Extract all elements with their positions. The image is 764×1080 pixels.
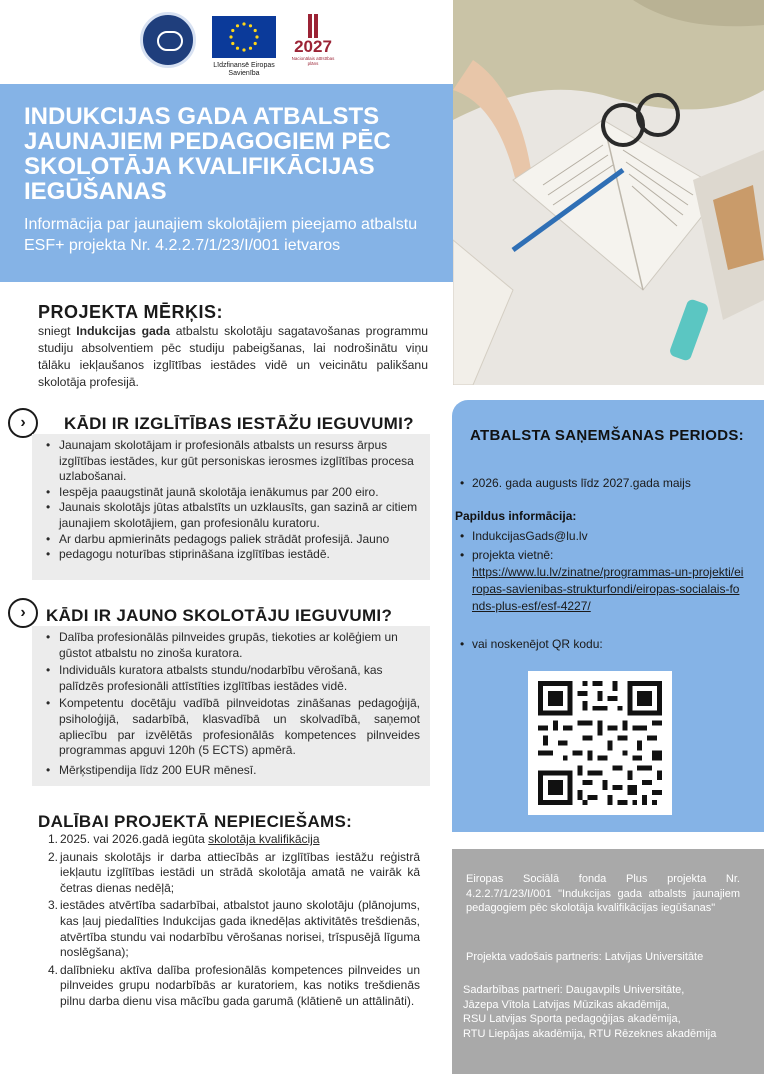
eu-cofunding-caption: Līdzfinansē Eiropas Savienība (213, 62, 275, 77)
support-period-value: • 2026. gada augusts līdz 2027.gada maijs (458, 475, 758, 492)
website-item (458, 547, 748, 615)
website-link[interactable]: https://www.lu.lv/zinatne/programmas-un-projekti/eiropas-savienibas-strukturfondi/eiropas-socialais-fonds-plus-esf/esf-4227/ (472, 565, 744, 613)
list-item: • Dalība profesionālās pilnveides grupās, tiekoties ar kolēģiem un gūstot atbalstu no zinoša kuratora. (46, 630, 420, 661)
teachers-heading: KĀDI IR JAUNO SKOLOTĀJU IEGUVUMI? (46, 606, 393, 625)
more-info-label: Papildus informācija: (455, 509, 577, 523)
teachers-box (32, 626, 430, 786)
student-reading-photo (453, 0, 764, 385)
chevron-right-icon: › (8, 598, 38, 628)
eu-stars-icon (228, 21, 260, 53)
list-item: • Jaunais skolotājs jūtas atbalstīts un uzklausīts, gan sazinā ar citiem jaunajiem skolotājiem, gan profesionālu kuratoru. (46, 500, 418, 531)
national-plan-caption: Nacionālais attīstības plāns (291, 56, 335, 66)
page-subtitle: Informācija par jaunajiem skolotājiem pieejamo atbalstu ESF+ projekta Nr. 4.2.2.7/1/23/I/001 ietvaros (24, 216, 418, 254)
list-item: 2. jaunais skolotājs ir darba attiecībās ar izglītības iestāžu reģistrā iekļautu izglītības iestādi un strādā skolotāja amatā ne vairāk kā četras dienas nedēļā; (48, 849, 420, 895)
eu-flag-logo (212, 16, 276, 58)
contact-email[interactable]: • IndukcijasGads@lu.lv (458, 528, 588, 545)
institutions-heading: KĀDI IR IZGLĪTĪBAS IESTĀŽU IEGUVUMI? (64, 414, 414, 433)
list-item: 1. 2025. vai 2026.gadā iegūta skolotāja kvalifikācija (48, 832, 320, 846)
support-period-heading: ATBALSTA SAŅEMŠANAS PERIODS: (470, 427, 744, 444)
handshake-icon (157, 31, 183, 51)
qr-label: • vai noskenējot QR kodu: (458, 636, 603, 653)
requirements-list (48, 832, 420, 1012)
qr-code-image (528, 671, 672, 815)
institutions-box (32, 434, 430, 580)
indukcijas-gads-logo (140, 12, 196, 68)
requirements-heading: DALĪBAI PROJEKTĀ NEPIECIEŠAMS: (38, 812, 353, 831)
footer-partners-label: Sadarbības partneri: Daugavpils Universitāte, (463, 984, 685, 996)
national-plan-logo (286, 14, 340, 80)
page-title: INDUKCIJAS GADA ATBALSTS JAUNAJIEM PEDAGOGIEM PĒC SKOLOTĀJA KVALIFIKĀCIJAS IEGŪŠANAS (24, 103, 391, 205)
logo-row (140, 12, 340, 82)
footer-lead-partner: Projekta vadošais partneris: Latvijas Universitāte (466, 951, 704, 963)
website-label: projekta vietnē: (472, 548, 554, 562)
footer-project-text: Eiropas Sociālā fonda Plus projekta Nr. 4.2.2.7/1/23/I/001 "Indukcijas gada atbalsts jaunajiem pedagogiem pēc skolotāja kvalifikācijas iegūšanas" (466, 873, 740, 914)
partner-item: RTU Liepājas akadēmija, RTU Rēzeknes akadēmija (463, 1027, 717, 1040)
list-item: • pedagogu noturības stiprināšana izglītības iestādē. (46, 547, 418, 563)
list-item: • Individuāls kuratora atbalsts stundu/nodarbību vērošanā, kas palīdzēs profesionāli attīstīties izglītības iestādes vidē. (46, 663, 420, 694)
partner-item: Jāzepa Vītola Latvijas Mūzikas akadēmija, (463, 998, 670, 1011)
list-item: • Iespēja paaugstināt jaunā skolotāja ienākumus par 200 eiro. (46, 485, 418, 501)
goal-emphasis: Indukcijas gada (76, 324, 171, 338)
qualification-link[interactable]: skolotāja kvalifikācija (208, 832, 320, 846)
partner-item: RSU Latvijas Sporta pedagoģijas akadēmija, (463, 1013, 681, 1025)
list-item: • Kompetentu docētāju vadībā pilnveidotas zināšanas pedagoģijā, psiholoģijā, sadarbībā, klasvadībā un skolvadībā, saņemot apliecību par izvēlētās profesionālās kompetences pilnveides programmas apguvi 120h (5 ECTS) apmērā. (46, 696, 420, 758)
list-item: 4. dalībnieku aktīva dalība profesionālās kompetences pilnveides un pilnveides grupu nodarbībās ar kuratoriem, kas notiks trešdienās pilnu darba dienu visa mācību gada garumā (klātienē un attālināti). (48, 962, 420, 1008)
list-item: • Mērķstipendija līdz 200 EUR mēnesī. (46, 763, 420, 779)
goal-heading: PROJEKTA MĒRĶIS: (38, 302, 224, 322)
chevron-right-icon: › (8, 408, 38, 438)
goal-text: sniegt Indukcijas gada atbalstu skolotāju sagatavošanas programmu studiju absolventiem pēc studiju pabeigšanas, lai nodrošinātu viņu tālāku iekļaušanos izglītības iestādes vidē un veicinātu palikšanu skolotāja profesijā. (38, 324, 428, 389)
national-plan-year: 2027 (294, 37, 332, 56)
list-item: • Jaunajam skolotājam ir profesionāls atbalsts un resurss ārpus izglītības iestādes, kur gūt personiskas ierosmes izglītības procesa uzlabošanai. (46, 438, 418, 485)
list-item: 3. iestādes atvērtība sadarbībai, atbalstot jauno skolotāju (plānojums, kas ļauj piedalīties Indukcijas gada iknedēļas aktivitātēs trešdienās, atvērtība stundu vai nodarbību vērošanas norisei, trīspusējā līguma noslēgšana); (48, 898, 420, 960)
footer-partners (463, 983, 758, 1041)
list-item: • Ar darbu apmierināts pedagogs paliek strādāt profesijā. Jauno (46, 532, 418, 548)
qr-code[interactable] (528, 671, 672, 815)
photo-illustration (453, 0, 764, 385)
